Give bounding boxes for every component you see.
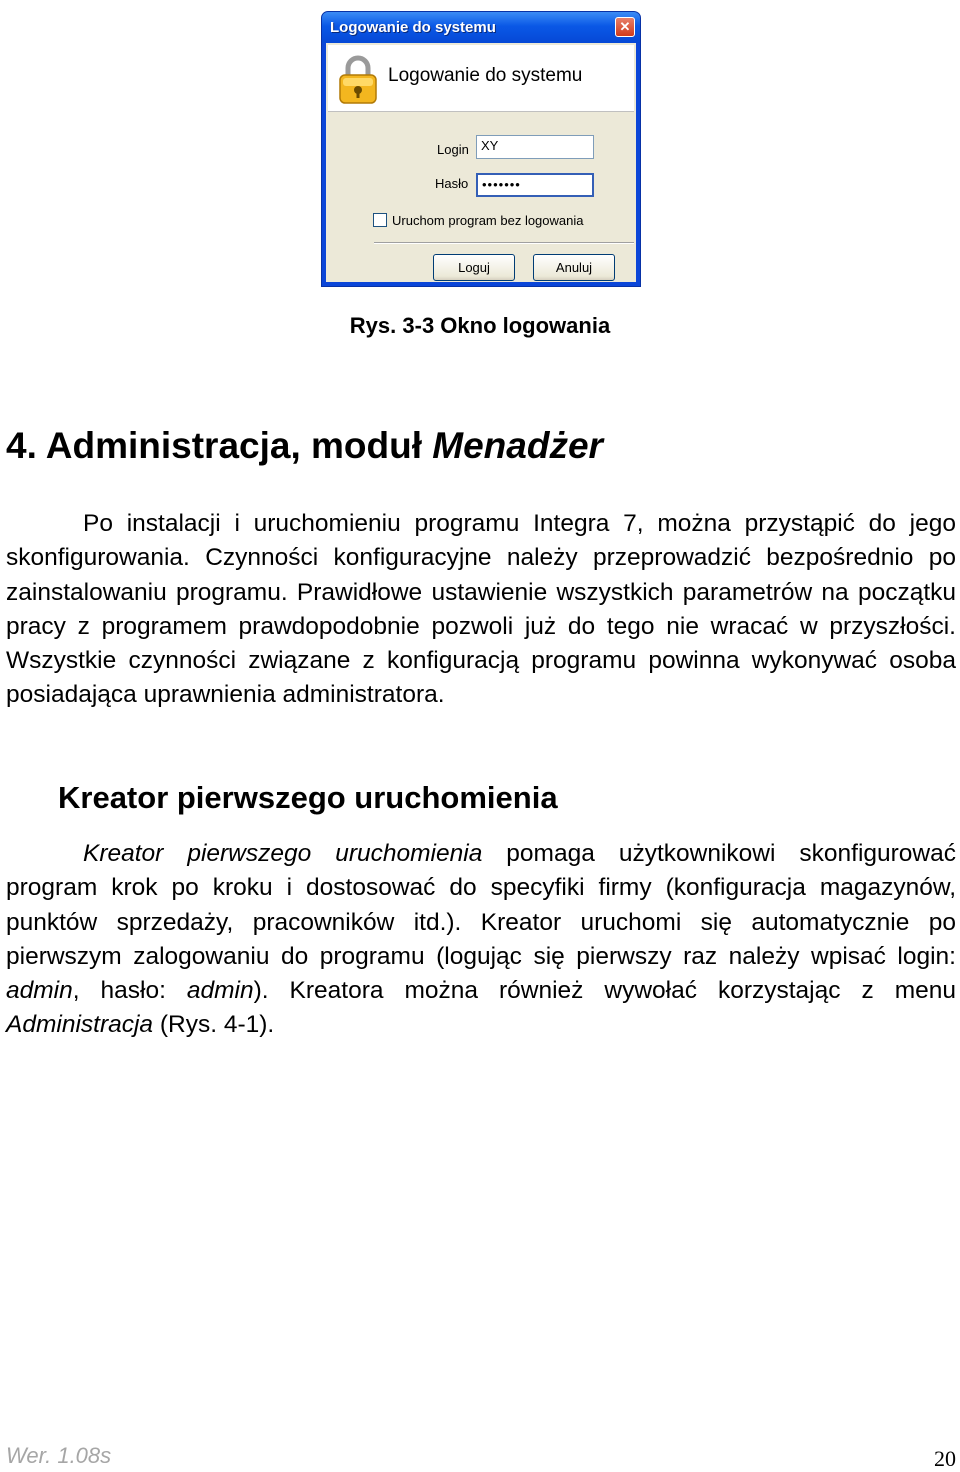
login-input[interactable]: XY (476, 135, 594, 159)
login-label: Login (437, 142, 469, 157)
lock-icon (334, 53, 382, 105)
default-password: admin (186, 977, 254, 1005)
cancel-button[interactable]: Anuluj (533, 254, 615, 281)
dialog-banner (328, 45, 634, 112)
page-number: 20 (934, 1446, 956, 1471)
run-without-login-label[interactable]: Uruchom program bez logowania (392, 213, 584, 228)
wizard-paragraph (6, 837, 956, 1043)
run-without-login-checkbox[interactable] (373, 213, 387, 227)
wizard-text-3: ). Kreatora można również wywołać korzystając z menu (253, 977, 956, 1005)
figure-caption: Rys. 3-3 Okno logowania (349, 313, 611, 338)
section-heading (6, 425, 603, 467)
wizard-name: Kreator pierwszego uruchomienia (83, 840, 483, 867)
login-button[interactable]: Loguj (433, 254, 515, 281)
close-button[interactable] (615, 17, 635, 37)
wizard-text-1: pomaga użytkownikowi skonfigurować program krok po kroku i dostosować do specyfiki firmy (konfiguracja magazynów, punktów sprzedaży, pracowników itd.). Kreator uruchomi się automatycznie po pierwszym zalogowaniu do programu (logując się pierwszy raz należy wpisać login: (6, 840, 956, 970)
subsection-heading: Kreator pierwszego uruchomienia (58, 780, 558, 815)
admin-menu-name: Administracja (6, 1011, 154, 1039)
password-input[interactable]: ••••••• (476, 173, 594, 197)
wizard-text-2: , hasło: (72, 977, 187, 1005)
version-footer: Wer. 1.08s (6, 1443, 112, 1468)
close-icon: ✕ (619, 19, 631, 34)
dialog-title: Logowanie do systemu (330, 19, 496, 36)
login-dialog (321, 11, 641, 287)
intro-paragraph-text: Po instalacji i uruchomieniu programu Integra 7, można przystąpić do jego skonfigurowania. Czynności konfiguracyjne należy przeprowadzić bezpośrednio po zainstalowaniu programu. Prawidłowe ustawienie wszystkich parametrów na początku pracy z programem prawdopodobnie pozwoli już do tego nie wracać w przyszłości. Wszystkie czynności związane z konfiguracją programu powinna wykonywać osoba posiadająca uprawnienia administratora. (6, 510, 956, 709)
banner-title: Logowanie do systemu (388, 65, 583, 86)
section-heading-text: 4. Administracja, moduł (6, 425, 433, 466)
dialog-titlebar[interactable] (322, 12, 640, 43)
wizard-text-4: (Rys. 4-1). (153, 1011, 275, 1039)
password-label: Hasło (435, 176, 469, 191)
dialog-client (326, 43, 636, 282)
default-login: admin (6, 977, 73, 1005)
intro-paragraph (6, 507, 956, 713)
dialog-divider (374, 242, 634, 244)
section-heading-emphasis: Menadżer (432, 425, 603, 466)
